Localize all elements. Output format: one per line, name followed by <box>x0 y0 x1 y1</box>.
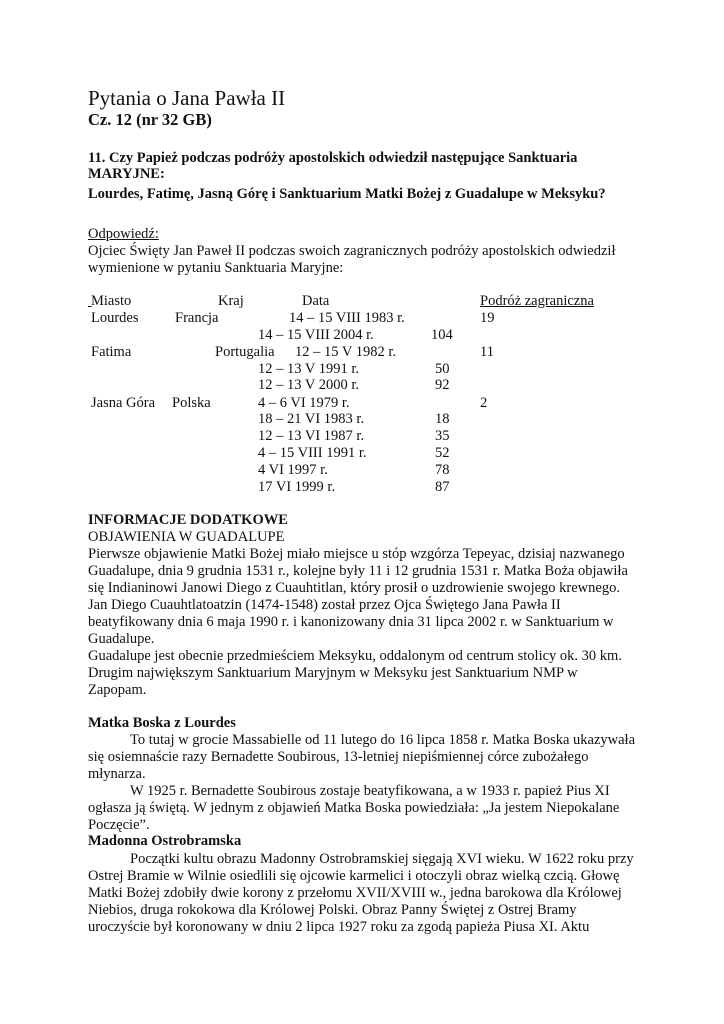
table-cell-trip: 19 <box>480 310 495 326</box>
table-cell-date: 14 – 15 VIII 2004 r. <box>258 327 374 343</box>
paragraph-line: Matki Bożej zdobiły dwie korony z przełomu XVII/XVIII w., jedna barokowa dla Królowej <box>88 885 622 901</box>
section-heading: Matka Boska z Lourdes <box>88 715 236 731</box>
paragraph-line: się osiemnaście razy Bernadette Soubirous, 13-letniej niepiśmiennej córce zubożałego <box>88 749 589 765</box>
paragraph-line: beatyfikowany dnia 6 maja 1990 r. i kanonizowany dnia 31 lipca 2002 r. w Sanktuarium w <box>88 614 614 630</box>
question-line: 11. Czy Papież podczas podróży apostolskich odwiedził następujące Sanktuaria <box>88 150 578 166</box>
paragraph-line: Guadalupe, dnia 9 grudnia 1531 r., kolejne były 11 i 12 grudnia 1531 r. Matka Boża objawiła <box>88 563 628 579</box>
paragraph-line: To tutaj w grocie Massabielle od 11 lutego do 16 lipca 1858 r. Matka Boska ukazywała <box>130 732 636 748</box>
table-cell-country: Francja <box>175 310 219 326</box>
table-header <box>0 293 724 311</box>
paragraph-line: młynarza. <box>88 766 146 782</box>
section-heading: INFORMACJE DODATKOWE <box>88 512 288 528</box>
table-cell-trip: 35 <box>435 428 450 444</box>
table-cell-city: Jasna Góra <box>91 395 156 411</box>
table-cell-trip: 52 <box>435 445 450 461</box>
column-header-city: Miasto <box>91 293 132 309</box>
table-cell-date: 14 – 15 VIII 1983 r. <box>289 310 405 326</box>
paragraph-line: Drugim największym Sanktuarium Maryjnym w Meksyku jest Sanktuarium NMP w <box>88 665 578 681</box>
table-cell-city: Lourdes <box>91 310 139 326</box>
column-header-date: Data <box>302 293 330 309</box>
table-cell-date: 12 – 13 V 1991 r. <box>258 361 359 377</box>
table-cell-trip: 78 <box>435 462 450 478</box>
column-header-country: Kraj <box>218 293 244 309</box>
paragraph-line: uroczyście był koronowany w dniu 2 lipca 1927 roku za zgodą papieża Piusa XI. Aktu <box>88 919 590 935</box>
paragraph-line: się Indianinowi Janowi Diego z Cuauhtitlan, który prosił o uzdrowienie swojego krewnego. <box>88 580 620 596</box>
paragraph-line: Poczęcie”. <box>88 817 150 833</box>
answer-label: Odpowiedź: <box>88 226 159 242</box>
paragraph-line: Zapopam. <box>88 682 147 698</box>
table-cell-date: 12 – 13 V 2000 r. <box>258 377 359 393</box>
table-cell-trip: 87 <box>435 479 450 495</box>
table-cell-date: 4 – 15 VIII 1991 r. <box>258 445 367 461</box>
table-header-underline <box>88 293 480 310</box>
table-cell-date: 12 – 13 VI 1987 r. <box>258 428 365 444</box>
document-subtitle: Cz. 12 (nr 32 GB) <box>88 110 212 129</box>
table-cell-country: Portugalia <box>215 344 275 360</box>
question-line: MARYJNE: <box>88 166 165 182</box>
table-cell-trip: 11 <box>480 344 494 360</box>
column-header-trip: Podróż zagraniczna <box>480 293 594 309</box>
table-cell-city: Fatima <box>91 344 132 360</box>
paragraph-line: Jan Diego Cuauhtlatoatzin (1474-1548) został przez Ojca Świętego Jana Pawła II <box>88 597 561 613</box>
paragraph-line: Guadalupe. <box>88 631 155 647</box>
paragraph-line: Ostrej Bramie w Wilnie osiedlili się ojcowie karmelici i otoczyli obraz wielką czcią. Głowę <box>88 868 620 884</box>
paragraph-line: Początki kultu obrazu Madonny Ostrobramskiej sięgają XVI wieku. W 1622 roku przy <box>130 851 634 867</box>
paragraph-line: ogłasza ją świętą. W jednym z objawień Matka Boska powiedziała: „Ja jestem Niepokalane <box>88 800 620 816</box>
table-cell-date: 4 VI 1997 r. <box>258 462 328 478</box>
table-cell-trip: 104 <box>431 327 453 343</box>
table-cell-trip: 2 <box>480 395 488 411</box>
answer-line: wymienione w pytaniu Sanktuaria Maryjne: <box>88 260 344 276</box>
section-subheading: OBJAWIENIA W GUADALUPE <box>88 529 285 545</box>
table-cell-date: 4 – 6 VI 1979 r. <box>258 395 350 411</box>
table-cell-trip: 18 <box>435 411 450 427</box>
section-heading: Madonna Ostrobramska <box>88 833 242 849</box>
table-cell-country: Polska <box>172 395 211 411</box>
table-cell-trip: 50 <box>435 361 450 377</box>
document-title: Pytania o Jana Pawła II <box>88 86 286 110</box>
paragraph-line: Pierwsze objawienie Matki Bożej miało miejsce u stóp wzgórza Tepeyac, dzisiaj nazwanego <box>88 546 625 562</box>
answer-line: Ojciec Święty Jan Paweł II podczas swoich zagranicznych podróży apostolskich odwiedził <box>88 243 616 259</box>
paragraph-line: W 1925 r. Bernadette Soubirous zostaje beatyfikowana, a w 1933 r. papież Pius XI <box>130 783 610 799</box>
table-cell-trip: 92 <box>435 377 450 393</box>
paragraph-line: Niebios, druga rokokowa dla Królowej Polski. Obraz Panny Świętej z Ostrej Bramy <box>88 902 577 918</box>
table-cell-date: 18 – 21 VI 1983 r. <box>258 411 365 427</box>
question-line: Lourdes, Fatimę, Jasną Górę i Sanktuarium Matki Bożej z Guadalupe w Meksyku? <box>88 186 606 202</box>
paragraph-line: Guadalupe jest obecnie przedmieściem Meksyku, oddalonym od centrum stolicy ok. 30 km. <box>88 648 622 664</box>
table-cell-date: 12 – 15 V 1982 r. <box>295 344 396 360</box>
table-cell-date: 17 VI 1999 r. <box>258 479 336 495</box>
